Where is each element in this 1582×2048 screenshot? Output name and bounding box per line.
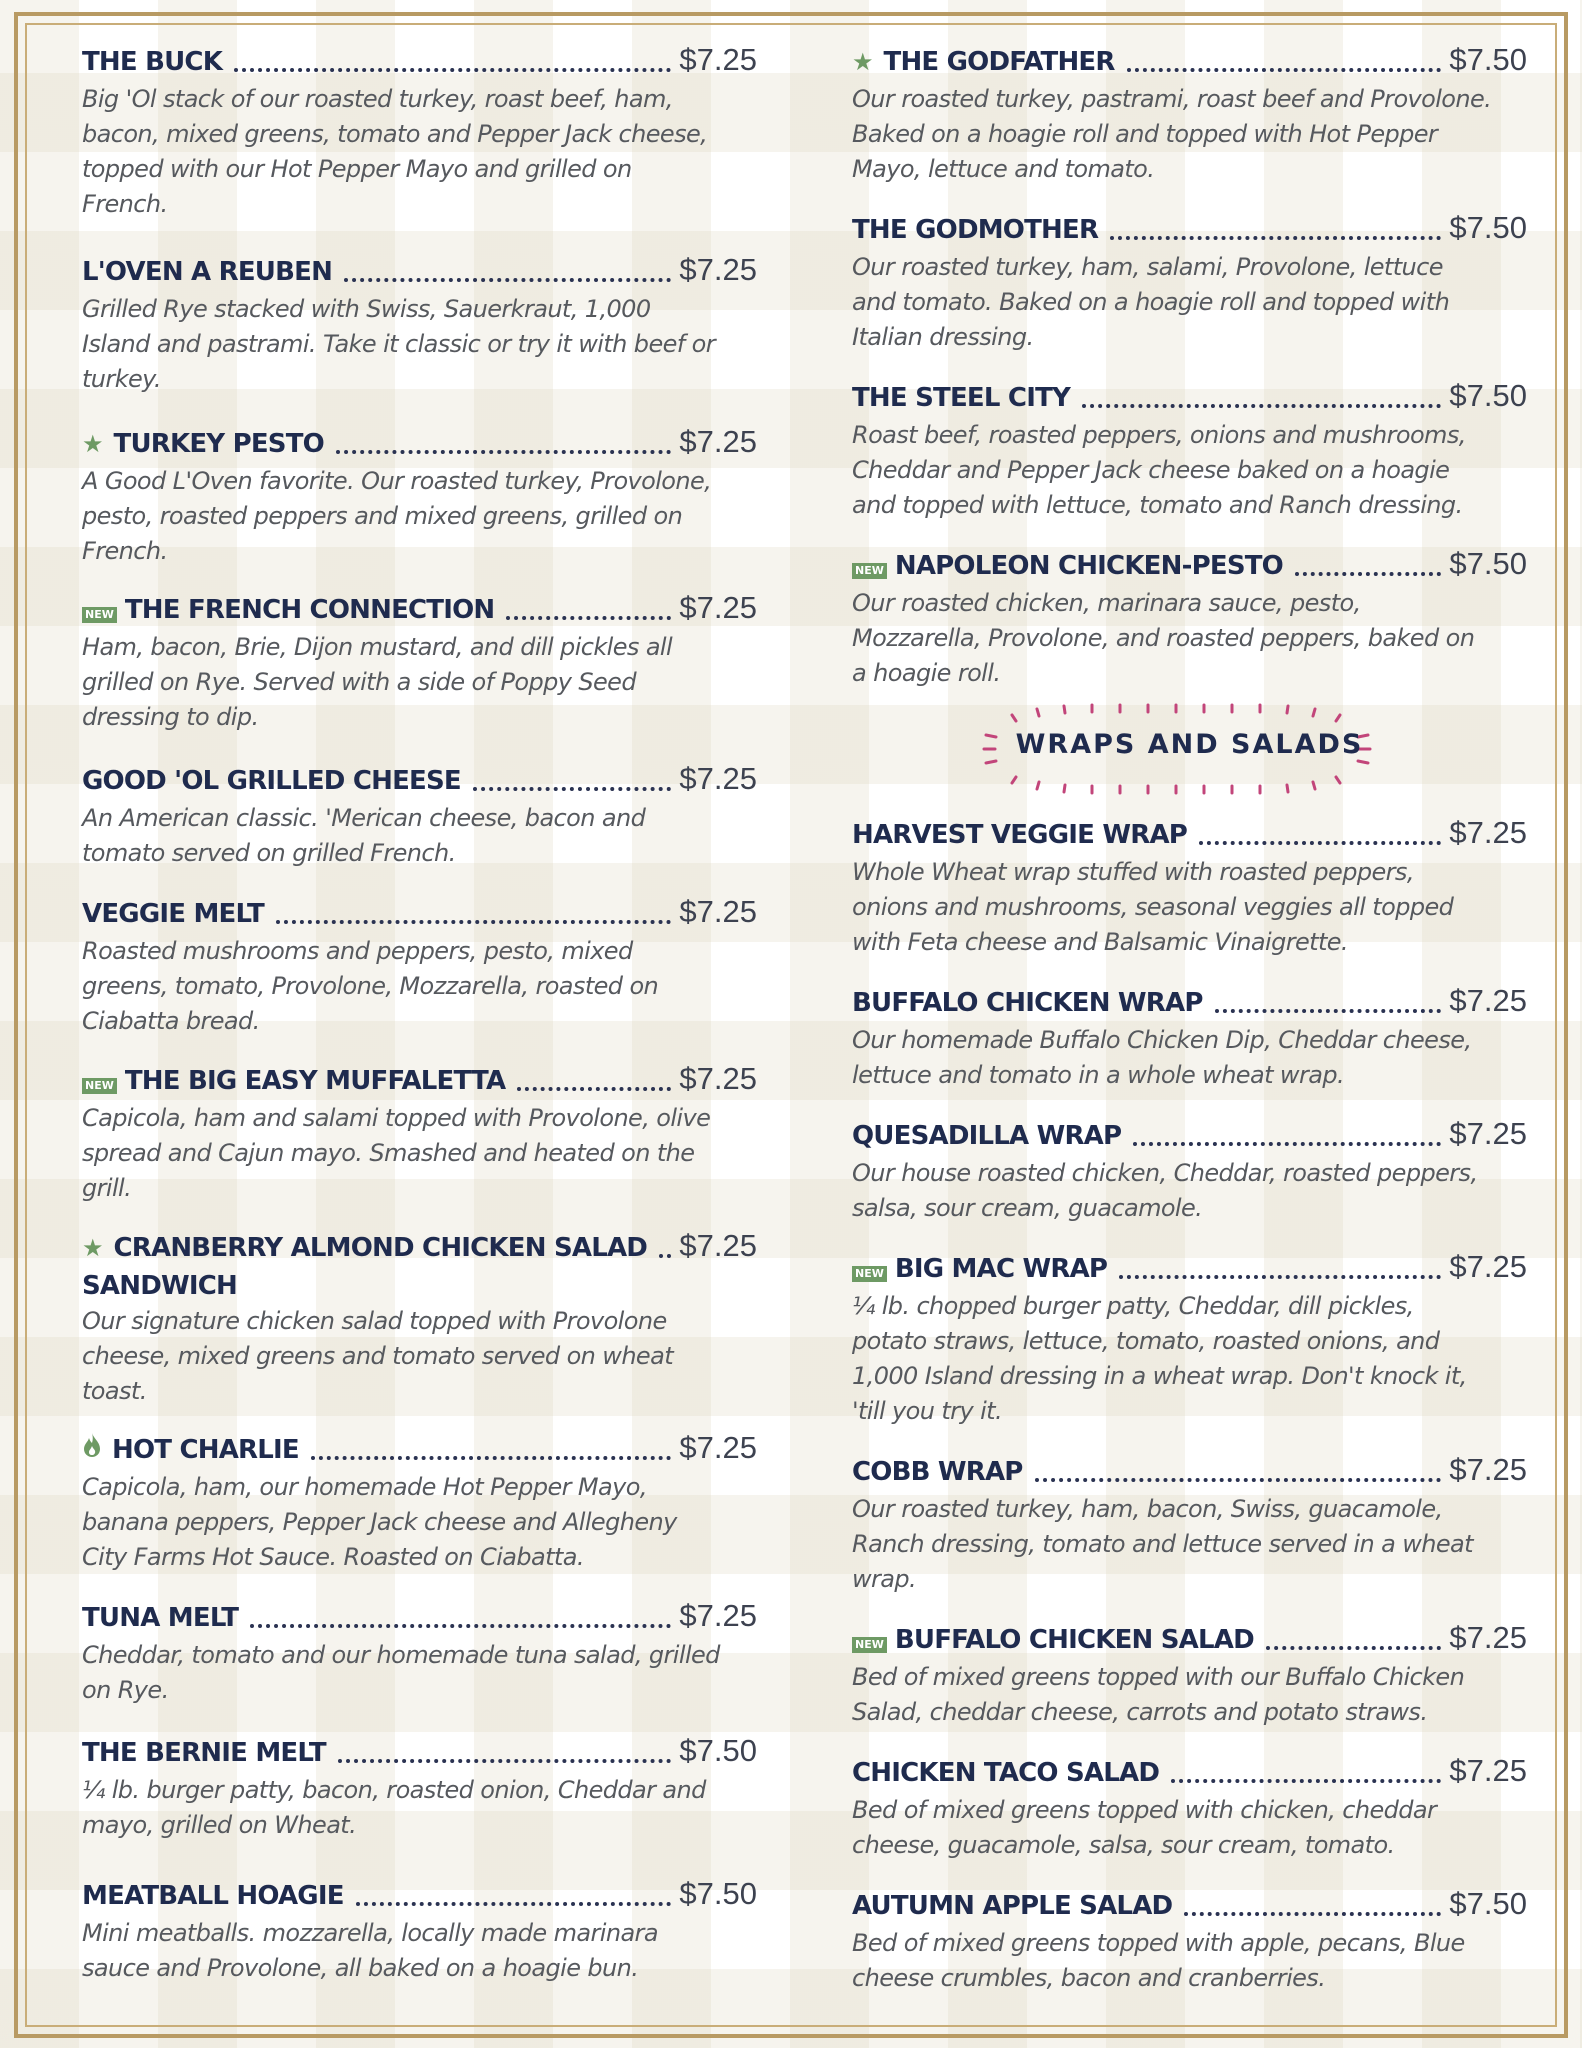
new-badge: NEW	[852, 563, 887, 579]
item-description: Cheddar, tomato and our homemade tuna salad, grilled on Rye.	[82, 1641, 720, 1704]
item-description: ¼ lb. chopped burger patty, Cheddar, dill pickles, potato straws, lettuce, tomato, roasted onions, and 1,000 Island dressing in a wheat wrap. Don't knock it, 'till you try it.	[852, 1292, 1467, 1425]
menu-item	[852, 1620, 1527, 1730]
menu-item	[82, 252, 757, 397]
menu-item	[852, 983, 1527, 1093]
item-description: Bed of mixed greens topped with apple, pecans, Blue cheese crumbles, bacon and cranberries.	[852, 1929, 1465, 1992]
flame-icon	[82, 1432, 102, 1458]
item-name: CHICKEN TACO SALAD	[852, 1758, 1160, 1788]
item-price: $7.25	[679, 1430, 757, 1465]
menu-item	[852, 1116, 1527, 1226]
section-header	[852, 699, 1527, 795]
left-menu-column	[82, 42, 757, 1986]
item-price: $7.50	[1449, 378, 1527, 413]
item-price: $7.50	[1449, 42, 1527, 77]
menu-item	[852, 546, 1527, 691]
item-description: Roasted mushrooms and peppers, pesto, mixed greens, tomato, Provolone, Mozzarella, roasted on Ciabatta bread.	[82, 937, 659, 1035]
item-name: THE GODFATHER	[883, 47, 1115, 77]
item-name: BUFFALO CHICKEN SALAD	[894, 1625, 1254, 1655]
star-icon: ★	[852, 49, 874, 76]
item-price: $7.25	[679, 1228, 757, 1263]
menu-item	[852, 210, 1527, 355]
item-name: TUNA MELT	[82, 1603, 239, 1633]
item-name: HARVEST VEGGIE WRAP	[852, 820, 1188, 850]
menu-item	[852, 1753, 1527, 1863]
item-price: $7.50	[1449, 210, 1527, 245]
menu-item	[82, 1733, 757, 1843]
item-description: Our roasted turkey, pastrami, roast beef and Provolone. Baked on a hoagie roll and topped with Hot Pepper Mayo, lettuce and tomato.	[852, 85, 1492, 183]
item-price: $7.25	[1449, 1452, 1527, 1487]
item-name: VEGGIE MELT	[82, 899, 264, 929]
dot-leader	[276, 920, 672, 924]
menu-item	[852, 1249, 1527, 1429]
menu-item	[82, 1876, 757, 1986]
item-price: $7.25	[679, 894, 757, 929]
item-name: THE BIG EASY MUFFALETTA	[124, 1066, 506, 1096]
menu-item	[82, 424, 757, 569]
item-name: THE BERNIE MELT	[82, 1738, 326, 1768]
item-price: $7.25	[1449, 1116, 1527, 1151]
item-description: Capicola, ham and salami topped with Provolone, olive spread and Cajun mayo. Smashed and heated on the grill.	[82, 1104, 711, 1202]
item-description: Roast beef, roasted peppers, onions and mushrooms, Cheddar and Pepper Jack cheese baked on a hoagie and topped with lettuce, tomato and Ranch dressing.	[852, 421, 1466, 519]
dot-leader	[356, 1902, 672, 1906]
item-price: $7.50	[679, 1876, 757, 1911]
dot-leader	[1184, 1912, 1441, 1916]
item-name: L'OVEN A REUBEN	[82, 257, 333, 287]
dot-leader	[1199, 841, 1441, 845]
item-description: Our house roasted chicken, Cheddar, roasted peppers, salsa, sour cream, guacamole.	[852, 1159, 1478, 1222]
menu-item	[82, 1228, 757, 1409]
dot-leader	[338, 1759, 672, 1763]
menu-item	[82, 42, 757, 222]
item-price: $7.25	[679, 1061, 757, 1096]
menu-item	[852, 1886, 1527, 1996]
item-description: Capicola, ham, our homemade Hot Pepper Mayo, banana peppers, Pepper Jack cheese and Allegheny City Farms Hot Sauce. Roasted on Ciabatta.	[82, 1473, 677, 1571]
item-price: $7.25	[1449, 815, 1527, 850]
menu-item	[852, 378, 1527, 523]
dot-leader	[1035, 1478, 1442, 1482]
item-price: $7.25	[679, 424, 757, 459]
menu-item	[82, 1430, 757, 1575]
item-description: An American classic. 'Merican cheese, bacon and tomato served on grilled French.	[82, 804, 646, 867]
item-name: BUFFALO CHICKEN WRAP	[852, 988, 1203, 1018]
item-description: Grilled Rye stacked with Swiss, Sauerkraut, 1,000 Island and pastrami. Take it classic or try it with beef or turkey.	[82, 295, 716, 393]
dot-leader	[1266, 1646, 1442, 1650]
menu-item	[852, 42, 1527, 187]
item-name: NAPOLEON CHICKEN-PESTO	[894, 551, 1283, 581]
dot-leader	[1295, 572, 1441, 576]
item-name: AUTUMN APPLE SALAD	[852, 1891, 1173, 1921]
item-description: Our roasted turkey, ham, bacon, Swiss, guacamole, Ranch dressing, tomato and lettuce served in a wheat wrap.	[852, 1495, 1473, 1593]
item-description: Mini meatballs. mozzarella, locally made marinara sauce and Provolone, all baked on a hoagie bun.	[82, 1919, 658, 1982]
menu-item	[82, 1061, 757, 1206]
item-description: Big 'Ol stack of our roasted turkey, roast beef, ham, bacon, mixed greens, tomato and Pepper Jack cheese, topped with our Hot Pepper Mayo and grilled on French.	[82, 85, 708, 218]
item-description: ¼ lb. burger patty, bacon, roasted onion, Cheddar and mayo, grilled on Wheat.	[82, 1776, 706, 1839]
item-name: TURKEY PESTO	[113, 429, 324, 459]
item-name-continued: SANDWICH	[82, 1271, 237, 1301]
item-name: THE STEEL CITY	[852, 383, 1071, 413]
dot-leader	[234, 68, 671, 72]
dot-leader	[344, 278, 671, 282]
item-description: Bed of mixed greens topped with chicken, cheddar cheese, guacamole, salsa, sour cream, tomato.	[852, 1796, 1437, 1859]
item-description: Bed of mixed greens topped with our Buffalo Chicken Salad, cheddar cheese, carrots and potato straws.	[852, 1663, 1465, 1726]
dot-leader	[1110, 236, 1441, 240]
menu-item	[852, 1452, 1527, 1597]
menu-item	[852, 815, 1527, 960]
item-price: $7.25	[679, 1598, 757, 1633]
item-description: Our roasted chicken, marinara sauce, pesto, Mozzarella, Provolone, and roasted peppers, baked on a hoagie roll.	[852, 589, 1475, 687]
item-price: $7.50	[679, 1733, 757, 1768]
item-name: THE GODMOTHER	[852, 215, 1099, 245]
item-price: $7.25	[1449, 1249, 1527, 1284]
item-description: Whole Wheat wrap stuffed with roasted peppers, onions and mushrooms, seasonal veggies all topped with Feta cheese and Balsamic Vinaigrette.	[852, 858, 1454, 956]
dot-leader	[1119, 1275, 1441, 1279]
item-price: $7.50	[1449, 546, 1527, 581]
dot-leader	[1133, 1142, 1441, 1146]
item-description: Our homemade Buffalo Chicken Dip, Cheddar cheese, lettuce and tomato in a whole wheat wrap.	[852, 1026, 1472, 1089]
dot-leader	[1215, 1009, 1442, 1013]
item-name: HOT CHARLIE	[112, 1435, 299, 1465]
item-name: THE BUCK	[82, 47, 223, 77]
dot-leader	[1127, 68, 1442, 72]
dot-leader	[1082, 404, 1441, 408]
item-price: $7.25	[1449, 983, 1527, 1018]
item-name: GOOD 'OL GRILLED CHEESE	[82, 766, 461, 796]
new-badge: NEW	[82, 607, 117, 623]
item-description: A Good L'Oven favorite. Our roasted turkey, Provolone, pesto, roasted peppers and mixed greens, grilled on French.	[82, 467, 712, 565]
menu-item	[82, 1598, 757, 1708]
dot-leader	[1171, 1779, 1441, 1783]
item-name: THE FRENCH CONNECTION	[124, 595, 495, 625]
item-description: Our signature chicken salad topped with Provolone cheese, mixed greens and tomato served on wheat toast.	[82, 1307, 674, 1405]
right-menu-column	[852, 42, 1527, 1996]
dot-leader	[506, 616, 671, 620]
star-icon: ★	[82, 1235, 104, 1262]
new-badge: NEW	[852, 1266, 887, 1282]
item-price: $7.25	[1449, 1753, 1527, 1788]
item-name: COBB WRAP	[852, 1457, 1023, 1487]
menu-item	[82, 590, 757, 735]
star-icon: ★	[82, 431, 104, 458]
new-badge: NEW	[852, 1637, 887, 1653]
dot-leader	[311, 1456, 672, 1460]
dot-leader	[517, 1087, 671, 1091]
item-price: $7.25	[679, 42, 757, 77]
dot-leader	[336, 450, 671, 454]
item-price: $7.25	[679, 590, 757, 625]
item-name: CRANBERRY ALMOND CHICKEN SALAD	[113, 1233, 648, 1263]
new-badge: NEW	[82, 1078, 117, 1094]
item-name: BIG MAC WRAP	[894, 1254, 1108, 1284]
menu-item	[82, 894, 757, 1039]
item-name: QUESADILLA WRAP	[852, 1121, 1122, 1151]
item-price: $7.50	[1449, 1886, 1527, 1921]
item-description: Ham, bacon, Brie, Dijon mustard, and dill pickles all grilled on Rye. Served with a side of Poppy Seed dressing to dip.	[82, 633, 673, 731]
menu-item	[82, 761, 757, 871]
item-price: $7.25	[679, 252, 757, 287]
section-title: WRAPS AND SALADS	[1015, 729, 1364, 760]
dot-leader	[473, 787, 672, 791]
dot-leader	[250, 1624, 671, 1628]
item-price: $7.25	[1449, 1620, 1527, 1655]
item-price: $7.25	[679, 761, 757, 796]
dot-leader	[659, 1254, 671, 1258]
item-description: Our roasted turkey, ham, salami, Provolone, lettuce and tomato. Baked on a hoagie roll and topped with Italian dressing.	[852, 253, 1450, 351]
item-name: MEATBALL HOAGIE	[82, 1881, 344, 1911]
